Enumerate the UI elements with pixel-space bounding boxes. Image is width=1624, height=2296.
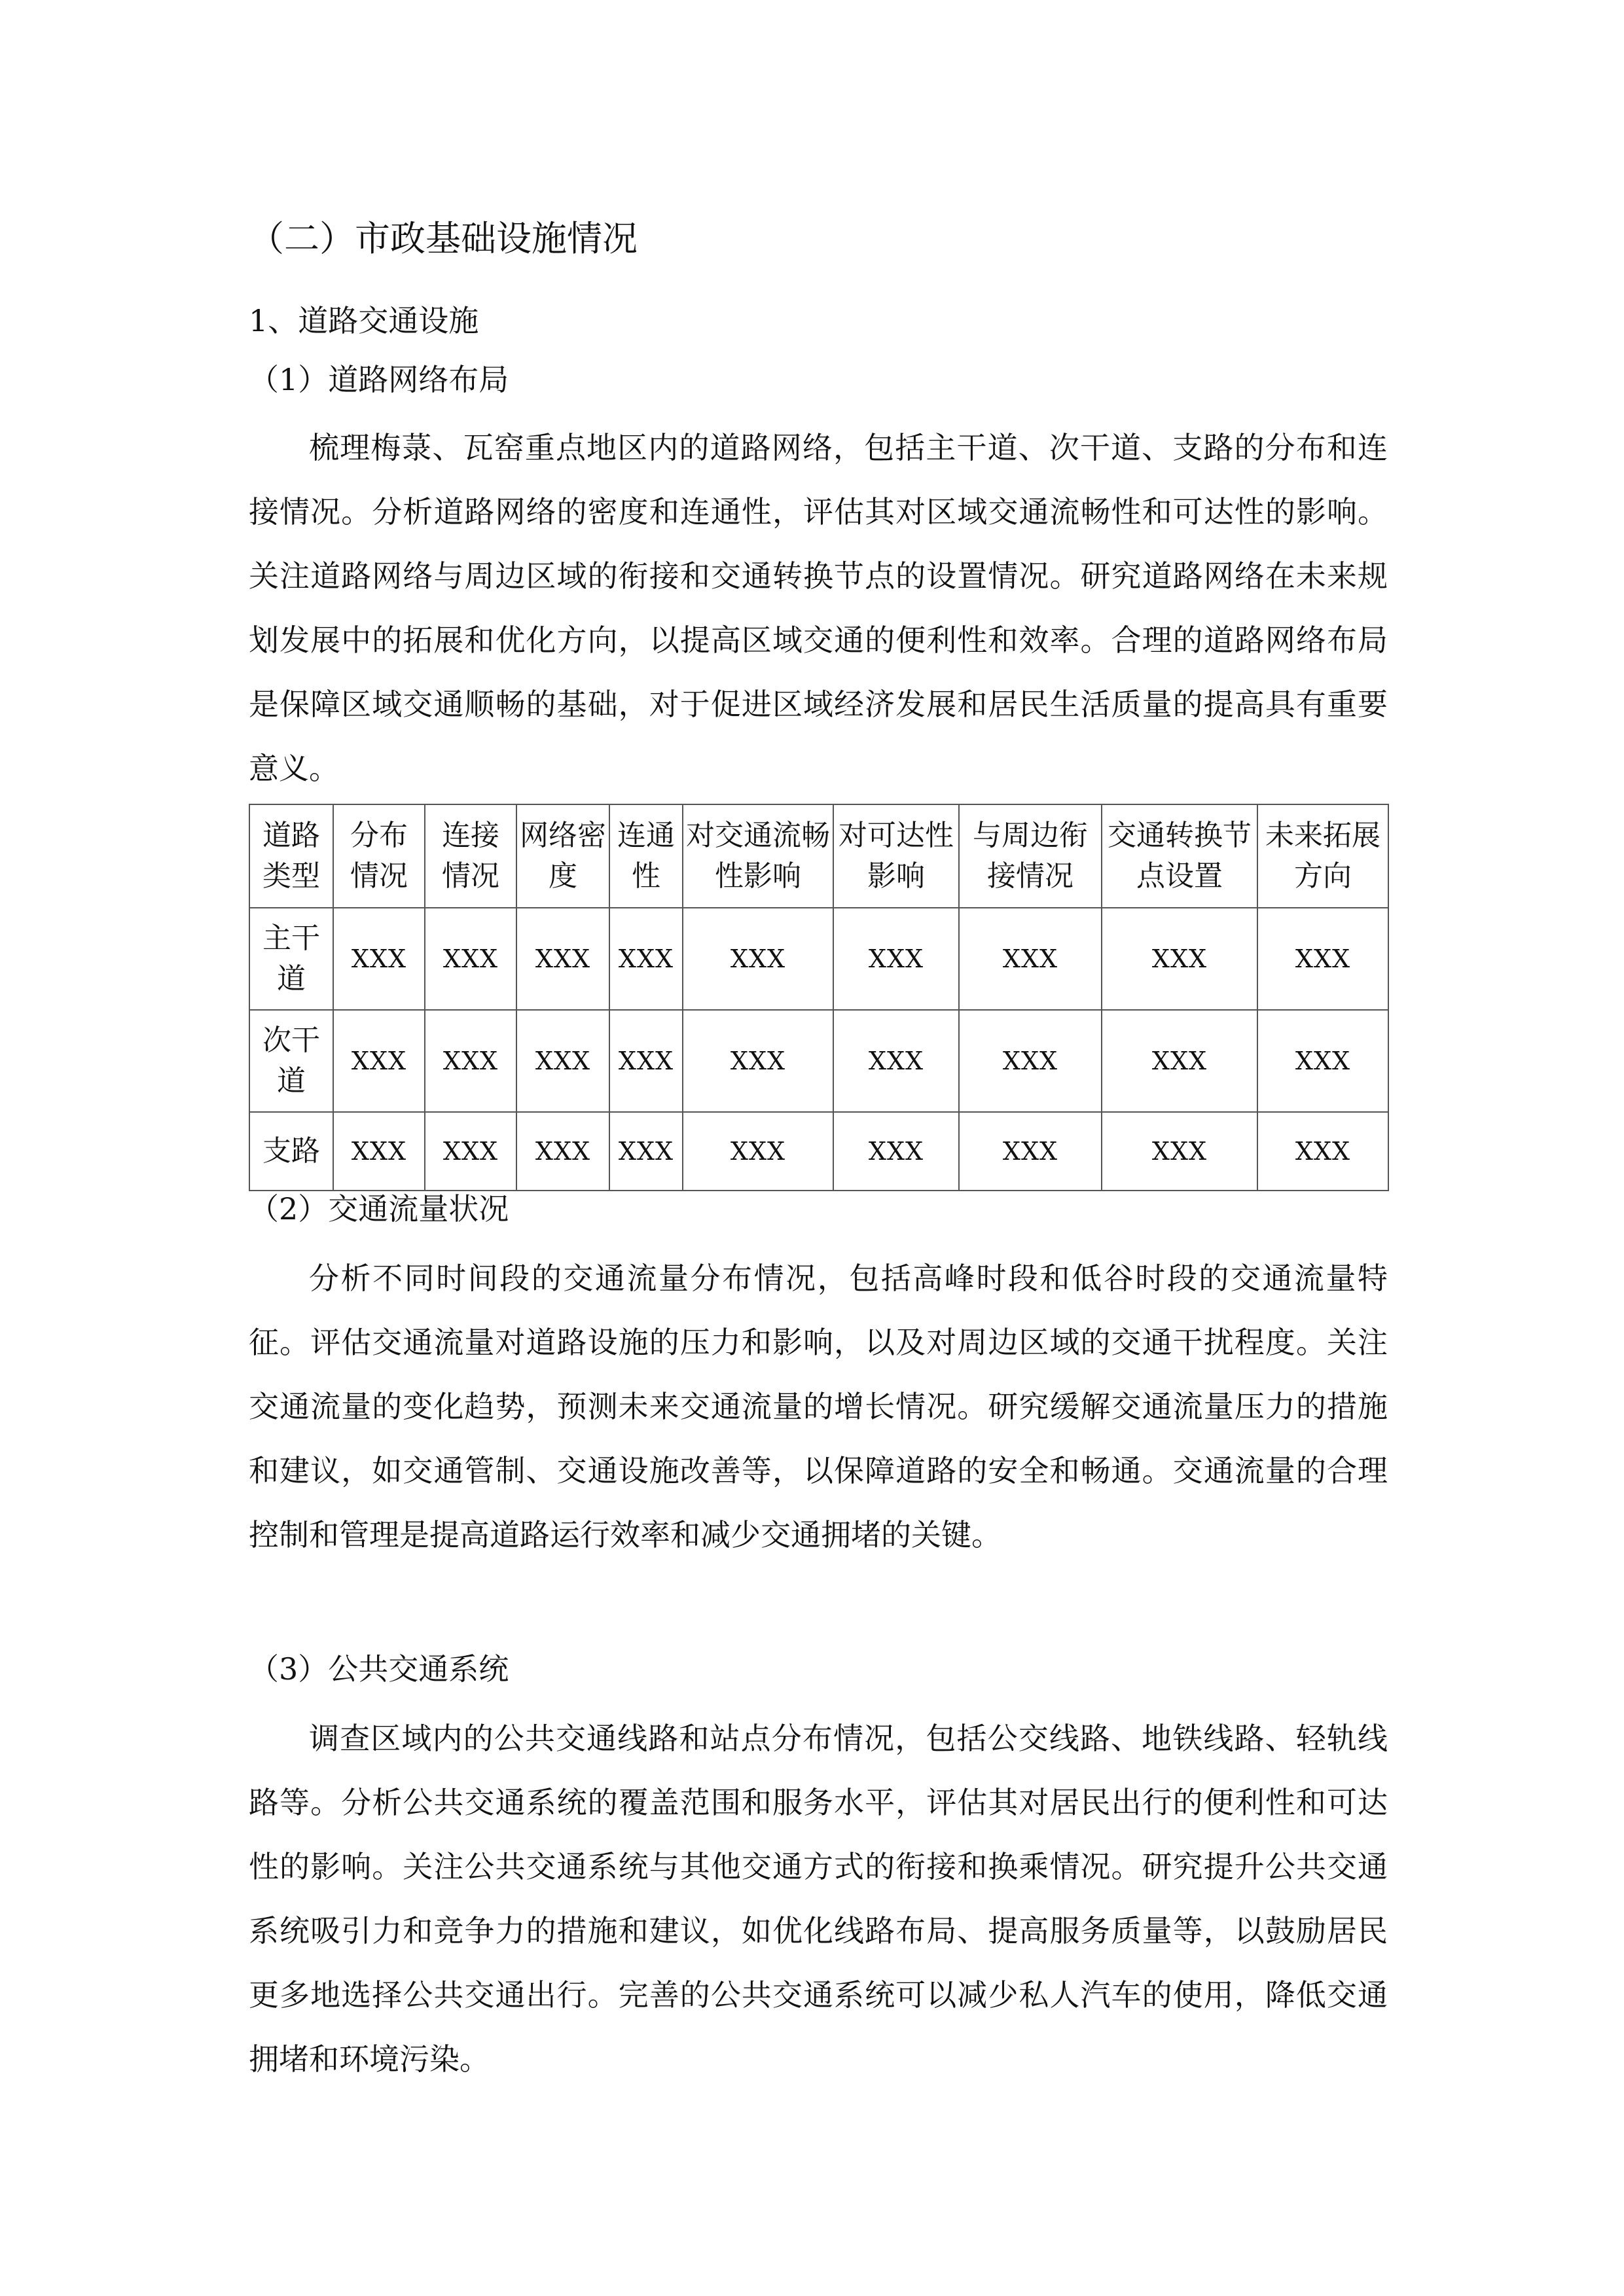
header-flow-impact: 对交通流畅性影响 <box>683 804 833 908</box>
item-2-title: （2）交通流量状况 <box>249 1191 509 1227</box>
table-cell: XXX <box>425 1010 516 1112</box>
table-cell: XXX <box>683 908 833 1010</box>
table-cell: XXX <box>959 1112 1102 1191</box>
header-connection: 连接情况 <box>425 804 516 908</box>
header-transfer-nodes: 交通转换节点设置 <box>1102 804 1257 908</box>
table-cell: XXX <box>1257 1010 1388 1112</box>
section-title: （二）市政基础设施情况 <box>249 218 638 259</box>
header-connectivity: 连通性 <box>609 804 683 908</box>
item-2-paragraph: 分析不同时间段的交通流量分布情况，包括高峰时段和低谷时段的交通流量特征。评估交通流量对道路设施的压力和影响，以及对周边区域的交通干扰程度。关注交通流量的变化趋势，预测未来交通流量的增长情况。研究缓解交通流量压力的措施和建议，如交通管制、交通设施改善等，以保障道路的安全和畅通。交通流量的合理控制和管理是提高道路运行效率和减少交通拥堵的关键。 <box>249 1261 1388 1552</box>
row-label: 支路 <box>249 1112 333 1191</box>
header-distribution: 分布情况 <box>333 804 425 908</box>
table-cell: XXX <box>333 1112 425 1191</box>
table-row <box>249 908 1388 1010</box>
table-cell: XXX <box>959 908 1102 1010</box>
header-accessibility-impact: 对可达性影响 <box>833 804 959 908</box>
table-cell: XXX <box>1102 1112 1257 1191</box>
item-1-paragraph: 梳理梅菉、瓦窑重点地区内的道路网络，包括主干道、次干道、支路的分布和连接情况。分析道路网络的密度和连通性，评估其对区域交通流畅性和可达性的影响。关注道路网络与周边区域的衔接和交通转换节点的设置情况。研究道路网络在未来规划发展中的拓展和优化方向，以提高区域交通的便利性和效率。合理的道路网络布局是保障区域交通顺畅的基础，对于促进区域经济发展和居民生活质量的提高具有重要意义。 <box>249 430 1388 786</box>
table-cell: XXX <box>1102 1010 1257 1112</box>
header-surrounding-link: 与周边衔接情况 <box>959 804 1102 908</box>
item-3-paragraph: 调查区域内的公共交通线路和站点分布情况，包括公交线路、地铁线路、轻轨线路等。分析公共交通系统的覆盖范围和服务水平，评估其对居民出行的便利性和可达性的影响。关注公共交通系统与其他交通方式的衔接和换乘情况。研究提升公共交通系统吸引力和竞争力的措施和建议，如优化线路布局、提高服务质量等，以鼓励居民更多地选择公共交通出行。完善的公共交通系统可以减少私人汽车的使用，降低交通拥堵和环境污染。 <box>249 1721 1388 2077</box>
subsection-title: 1、道路交通设施 <box>249 303 479 338</box>
table-cell: XXX <box>609 1112 683 1191</box>
table-header-row <box>249 804 1388 908</box>
header-road-type: 道路类型 <box>249 804 333 908</box>
table-cell: XXX <box>516 1112 609 1191</box>
item-3-title: （3）公共交通系统 <box>249 1651 509 1687</box>
table-cell: XXX <box>516 1010 609 1112</box>
table-row <box>249 1010 1388 1112</box>
table-cell: XXX <box>1257 1112 1388 1191</box>
item-1-title: （1）道路网络布局 <box>249 362 509 397</box>
table-cell: XXX <box>333 908 425 1010</box>
table-cell: XXX <box>959 1010 1102 1112</box>
table-cell: XXX <box>609 1010 683 1112</box>
table-cell: XXX <box>425 1112 516 1191</box>
table-row <box>249 1112 1388 1191</box>
table-cell: XXX <box>833 1010 959 1112</box>
table-cell: XXX <box>333 1010 425 1112</box>
table-cell: XXX <box>833 908 959 1010</box>
header-density: 网络密度 <box>516 804 609 908</box>
table-cell: XXX <box>1257 908 1388 1010</box>
table-cell: XXX <box>609 908 683 1010</box>
table-cell: XXX <box>833 1112 959 1191</box>
row-label: 主干道 <box>249 908 333 1010</box>
road-network-table <box>249 804 1389 1191</box>
table-cell: XXX <box>683 1010 833 1112</box>
table-cell: XXX <box>683 1112 833 1191</box>
table-cell: XXX <box>1102 908 1257 1010</box>
table-cell: XXX <box>425 908 516 1010</box>
header-future-direction: 未来拓展方向 <box>1257 804 1388 908</box>
row-label: 次干道 <box>249 1010 333 1112</box>
table-cell: XXX <box>516 908 609 1010</box>
